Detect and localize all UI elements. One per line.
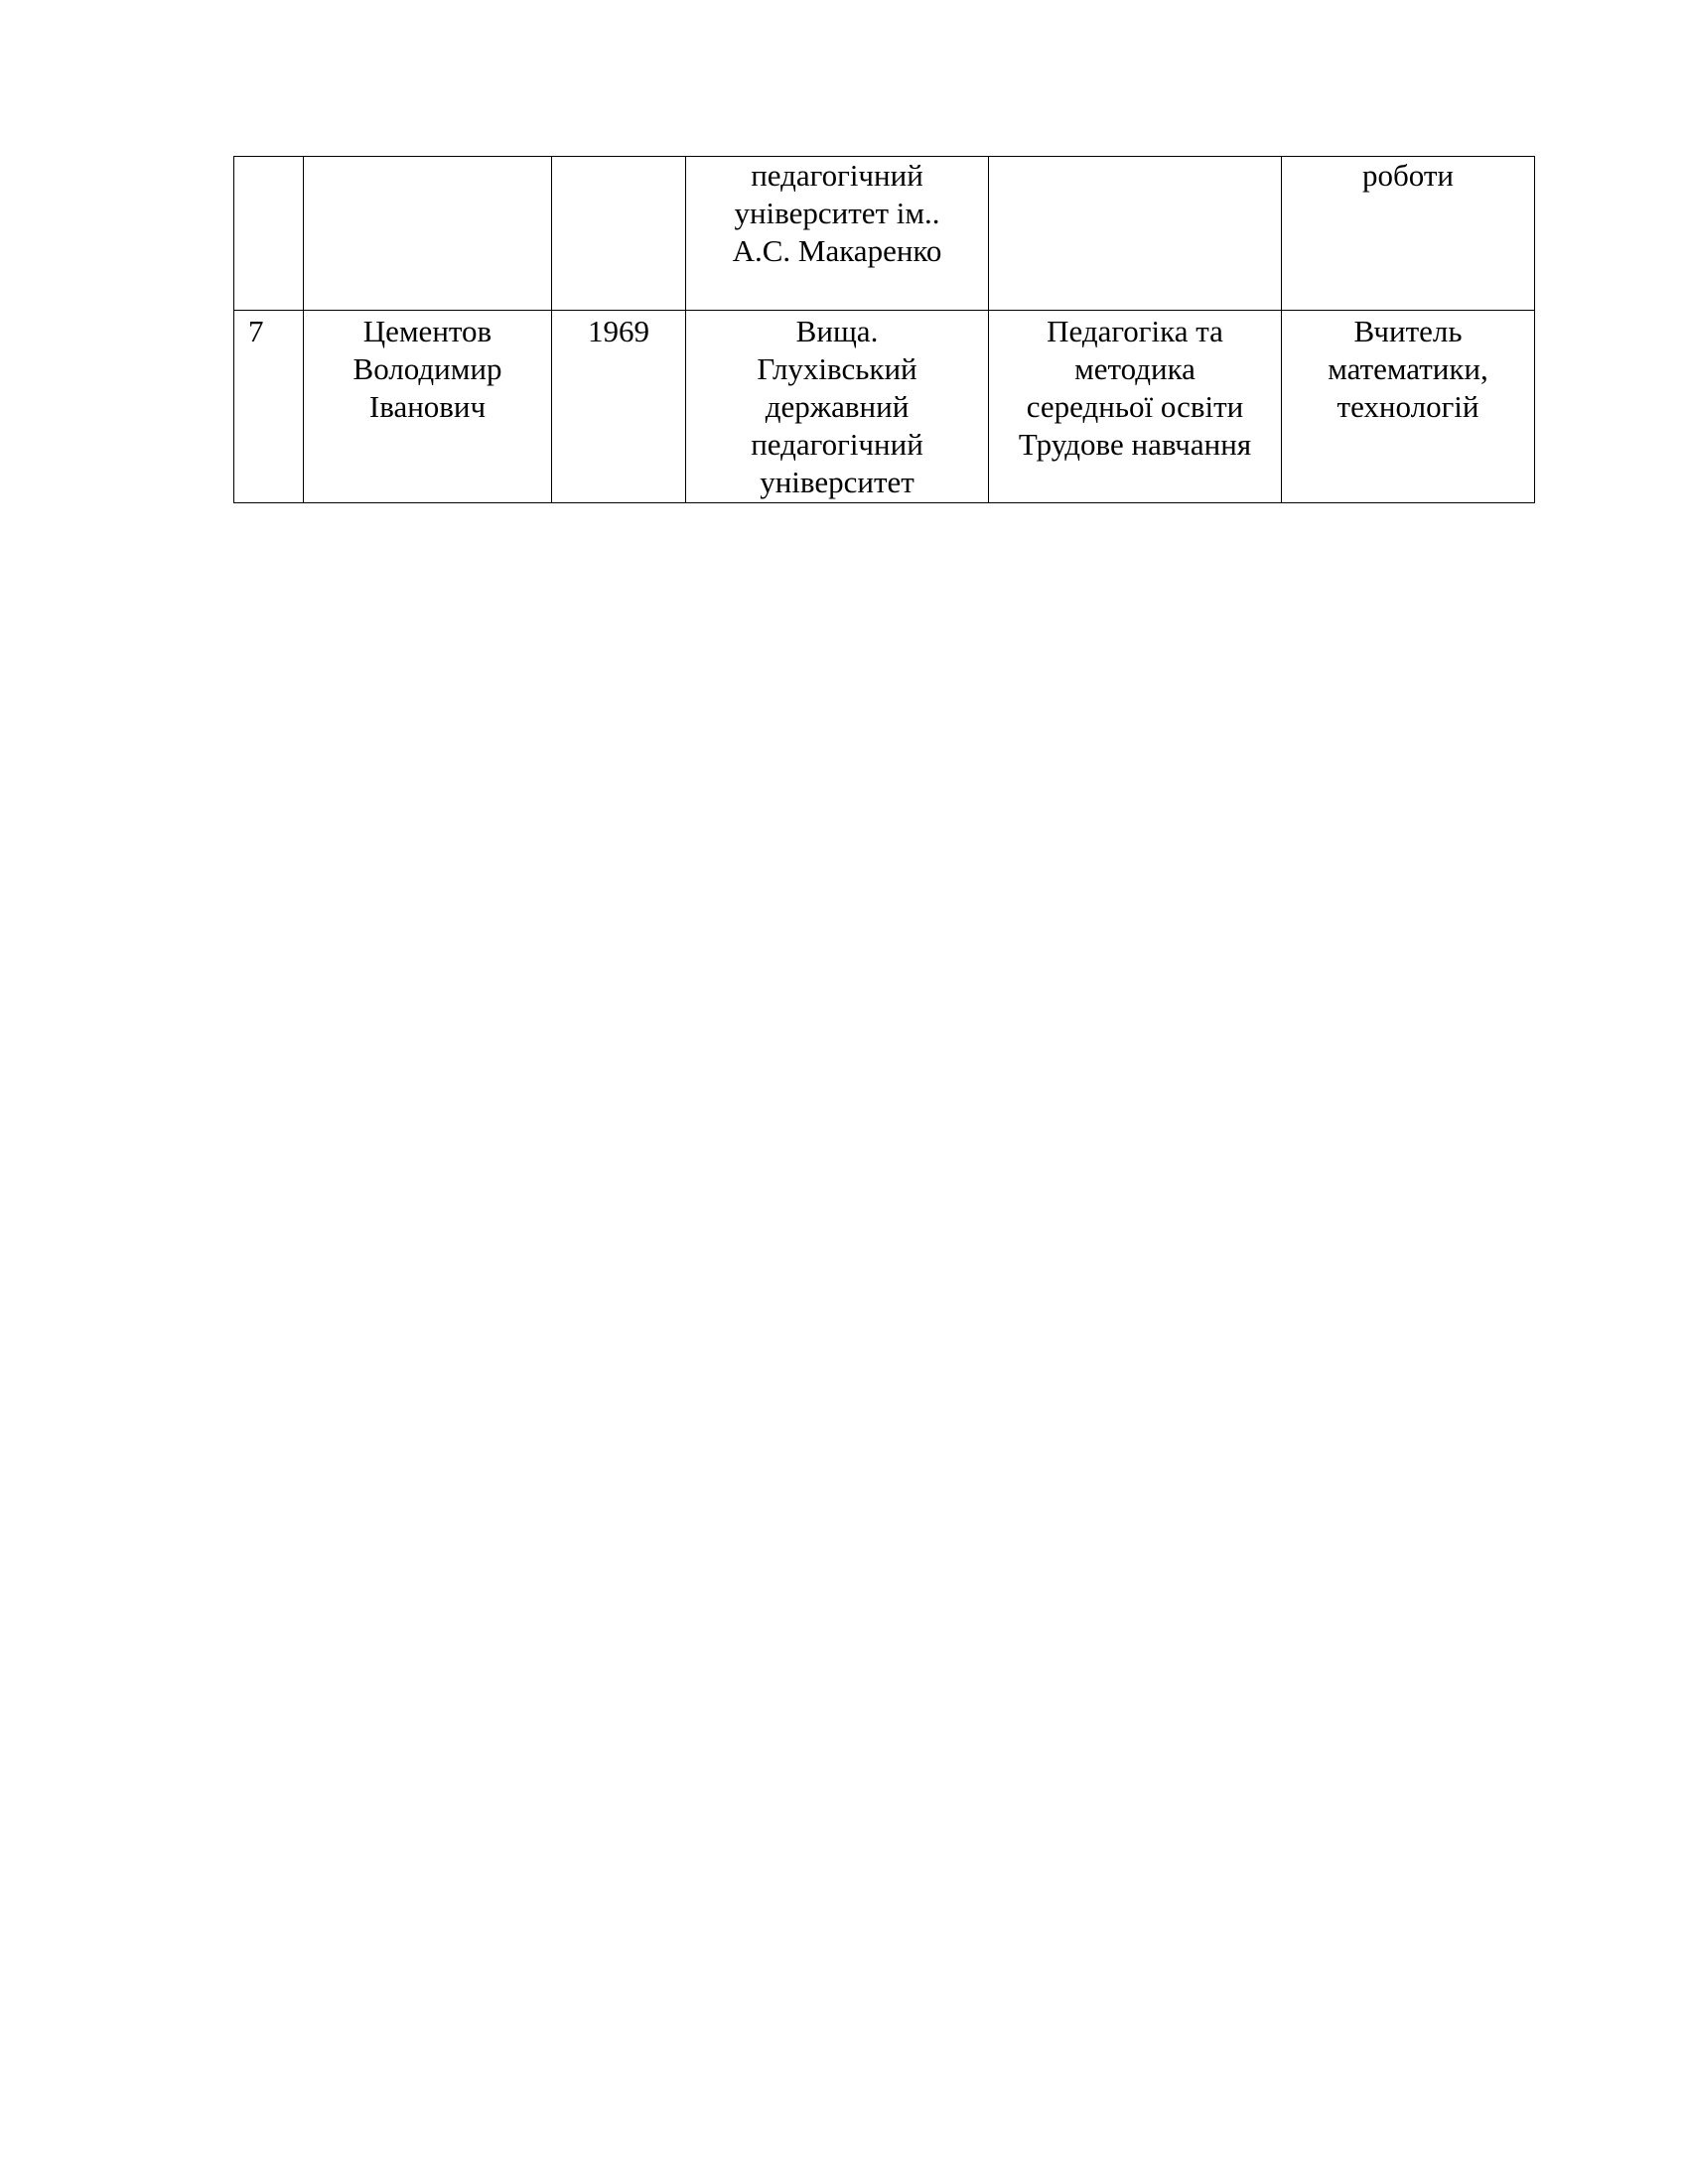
cell-qualification: Вчитель математики, технологій bbox=[1282, 311, 1535, 503]
cell-education: педагогічний університет ім.. А.С. Макаренко bbox=[686, 157, 989, 311]
staff-table bbox=[233, 156, 1535, 503]
cell-qualification: роботи bbox=[1282, 157, 1535, 311]
cell-specialty: Педагогіка та методика середньої освіти Трудове навчання bbox=[989, 311, 1282, 503]
cell-year bbox=[552, 157, 686, 311]
cell-number: 7 bbox=[234, 311, 304, 503]
cell-year: 1969 bbox=[552, 311, 686, 503]
table-row bbox=[234, 157, 1535, 311]
table-row bbox=[234, 311, 1535, 503]
cell-specialty bbox=[989, 157, 1282, 311]
cell-education: Вища. Глухівський державний педагогічний університет bbox=[686, 311, 989, 503]
cell-number bbox=[234, 157, 304, 311]
cell-name: Цементов Володимир Іванович bbox=[304, 311, 552, 503]
cell-name bbox=[304, 157, 552, 311]
